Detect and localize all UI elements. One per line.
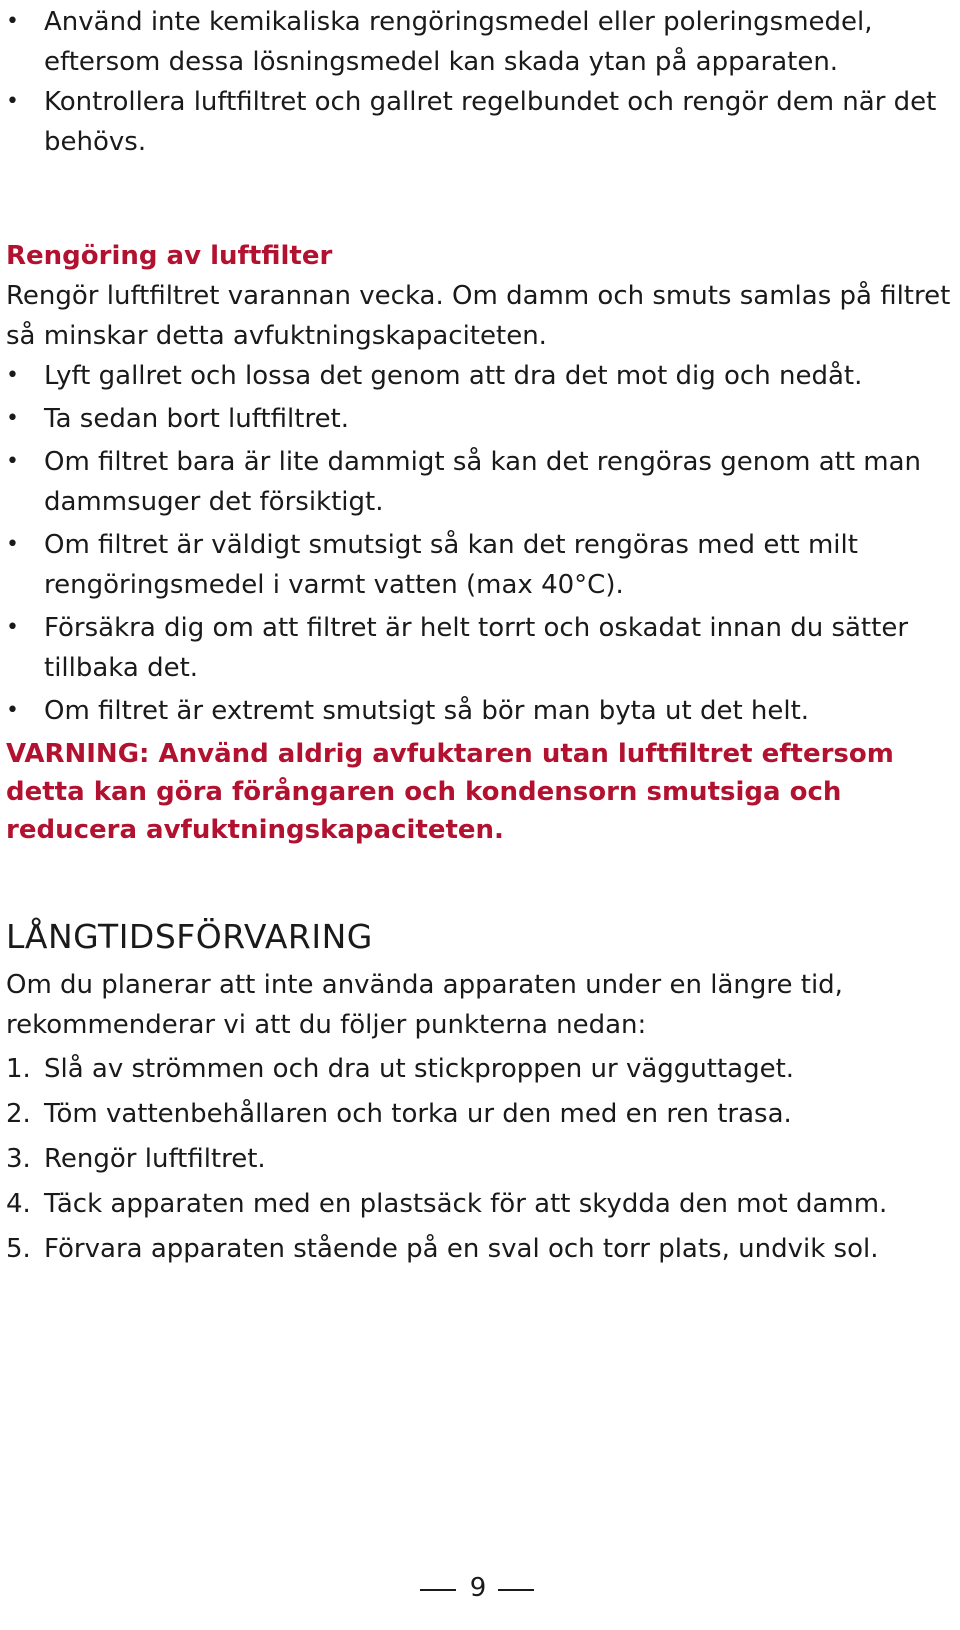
bullet-icon: • bbox=[6, 363, 19, 388]
bullet-icon: • bbox=[6, 89, 19, 114]
step-number: 5. bbox=[6, 1234, 31, 1264]
filter-steps-list bbox=[6, 356, 952, 731]
list-item bbox=[6, 1139, 952, 1179]
step-number: 1. bbox=[6, 1054, 31, 1084]
list-item bbox=[6, 442, 952, 522]
bullet-icon: • bbox=[6, 9, 19, 34]
filter-section-intro: Rengör luftfiltret varannan vecka. Om damm och smuts samlas på filtret så minskar detta avfuktningskapaciteten. bbox=[6, 281, 951, 351]
list-item-text: Om filtret är väldigt smutsigt så kan det rengöras med ett milt rengöringsmedel i varmt vatten (max 40°C). bbox=[44, 530, 858, 600]
bullet-icon: • bbox=[6, 698, 19, 723]
list-item-text: Ta sedan bort luftfiltret. bbox=[44, 404, 350, 434]
list-item bbox=[6, 1094, 952, 1134]
list-item-text: Om filtret är extremt smutsigt så bör man byta ut det helt. bbox=[44, 696, 810, 726]
step-text: Förvara apparaten stående på en sval och torr plats, undvik sol. bbox=[44, 1234, 879, 1264]
storage-section-title: LÅNGTIDSFÖRVARING bbox=[6, 917, 373, 956]
list-item bbox=[6, 608, 952, 688]
list-item bbox=[6, 356, 952, 396]
list-item bbox=[6, 399, 952, 439]
list-item-text: Använd inte kemikaliska rengöringsmedel eller poleringsmedel, eftersom dessa lösningsmedel kan skada ytan på apparaten. bbox=[44, 7, 873, 77]
step-text: Slå av strömmen och dra ut stickproppen ur vägguttaget. bbox=[44, 1054, 795, 1084]
step-number: 3. bbox=[6, 1144, 31, 1174]
step-text: Täck apparaten med en plastsäck för att skydda den mot damm. bbox=[44, 1189, 888, 1219]
bullet-icon: • bbox=[6, 532, 19, 557]
cleaning-tips-list bbox=[6, 2, 952, 162]
list-item bbox=[6, 525, 952, 605]
page-footer bbox=[0, 1568, 960, 1608]
list-item bbox=[6, 691, 952, 731]
step-number: 4. bbox=[6, 1189, 31, 1219]
bullet-icon: • bbox=[6, 615, 19, 640]
list-item-text: Kontrollera luftfiltret och gallret regelbundet och rengör dem när det behövs. bbox=[44, 87, 937, 157]
bullet-icon: • bbox=[6, 449, 19, 474]
list-item-text: Försäkra dig om att filtret är helt torrt och oskadat innan du sätter tillbaka det. bbox=[44, 613, 909, 683]
list-item bbox=[6, 1184, 952, 1224]
filter-section-title: Rengöring av luftfilter bbox=[6, 241, 333, 271]
list-item bbox=[6, 82, 952, 162]
list-item-text: Lyft gallret och lossa det genom att dra det mot dig och nedåt. bbox=[44, 361, 863, 391]
step-number: 2. bbox=[6, 1099, 31, 1129]
list-item bbox=[6, 1229, 952, 1269]
storage-steps-list bbox=[6, 1049, 952, 1269]
list-item-text: Om filtret bara är lite dammigt så kan det rengöras genom att man dammsuger det försiktigt. bbox=[44, 447, 922, 517]
manual-page bbox=[6, 0, 952, 1274]
step-text: Rengör luftfiltret. bbox=[44, 1144, 266, 1174]
warning-note: VARNING: Använd aldrig avfuktaren utan luftfiltret eftersom detta kan göra förångaren och kondensorn smutsiga och reducera avfuktningskapaciteten. bbox=[6, 739, 894, 845]
list-item bbox=[6, 2, 952, 82]
page-number: 9 bbox=[469, 1573, 487, 1603]
list-item bbox=[6, 1049, 952, 1089]
storage-section-intro: Om du planerar att inte använda apparaten under en längre tid, rekommenderar vi att du följer punkterna nedan: bbox=[6, 970, 843, 1040]
step-text: Töm vattenbehållaren och torka ur den med en ren trasa. bbox=[44, 1099, 792, 1129]
footer-rule-left bbox=[420, 1589, 456, 1591]
bullet-icon: • bbox=[6, 406, 19, 431]
footer-rule-right bbox=[498, 1589, 534, 1591]
